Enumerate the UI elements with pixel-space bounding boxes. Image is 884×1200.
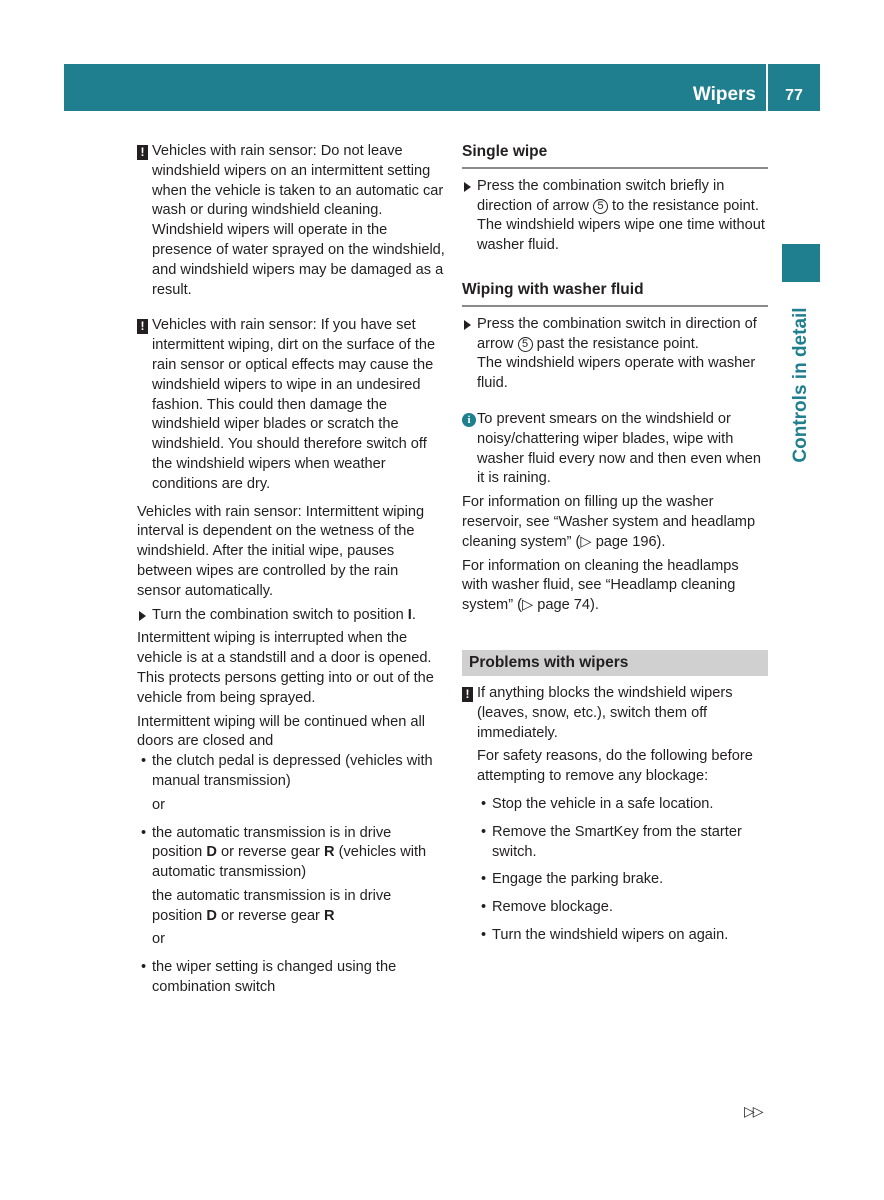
rain-sensor-paragraph: Vehicles with rain sensor: Intermittent wiping interval is dependent on the wetness of the windshield. After the initial wipe, pauses between wipes are controlled by the rain sensor automatically. <box>137 503 425 599</box>
list-subtext: the automatic transmission is in drive position D or reverse gear R <box>152 887 392 924</box>
info-icon: i <box>462 413 476 427</box>
reference-washer-system: For information on filling up the washer reservoir, see “Washer system and headlamp cleaning system” (▷ page 196). <box>462 494 756 550</box>
warning-dry-conditions <box>137 316 445 494</box>
arrow-number-badge: 5 <box>518 337 533 352</box>
warning-blockage <box>462 684 768 743</box>
warning-text: Vehicles with rain sensor: If you have set intermittent wiping, dirt on the surface of the rain sensor or optical effects may cause the windshield wipers to wipe in an undesired fashion. This could then damage the windshield wiper blades or scratch the windshield. You should therefore switch off the windshield wipers when weather conditions are dry. <box>152 317 436 492</box>
step-arrow-icon <box>464 320 471 330</box>
warning-text: If anything blocks the windshield wipers (leaves, snow, etc.), switch them off immediately. <box>477 684 733 741</box>
side-tab-label: Controls in detail <box>790 307 812 463</box>
reference-headlamp-cleaning: For information on cleaning the headlamps with washer fluid, see “Headlamp cleaning system” (▷ page 74). <box>462 557 739 614</box>
step-single-wipe: Press the combination switch briefly in direction of arrow 5 to the resistance point. <box>462 177 768 217</box>
right-column <box>462 142 768 946</box>
list-item: • Turn the windshield wipers on again. <box>481 926 729 943</box>
section-heading-problems: Problems with wipers <box>462 650 768 676</box>
list-item: • the automatic transmission is in drive position D or reverse gear R (vehicles with automatic transmission) <box>141 824 427 881</box>
step-arrow-icon <box>139 611 146 621</box>
side-tab <box>782 292 820 478</box>
step-washer-fluid: Press the combination switch in direction of arrow 5 past the resistance point. <box>462 315 768 355</box>
result-text: The windshield wipers wipe one time without washer fluid. <box>477 217 765 254</box>
warning-icon: ! <box>137 145 148 160</box>
chapter-title: Wipers <box>692 84 756 105</box>
page-number: 77 <box>785 87 803 104</box>
interrupt-paragraph: Intermittent wiping is interrupted when the vehicle is at a standstill and a door is opened. This protects persons getting into or out of the vehicle from being sprayed. <box>137 630 434 706</box>
left-column <box>137 142 445 998</box>
safety-text: For safety reasons, do the following before attempting to remove any blockage: <box>477 748 753 785</box>
list-item: • Remove blockage. <box>481 899 613 916</box>
list-item: • the wiper setting is changed using the combination switch <box>141 959 397 996</box>
info-note: i To prevent smears on the windshield or noisy/chattering wiper blades, wipe with washer fluid every now and then even when it is raining. <box>462 410 768 489</box>
continue-paragraph: Intermittent wiping will be continued when all doors are closed and <box>137 713 425 750</box>
or-text: or <box>152 796 165 813</box>
warning-icon: ! <box>137 319 148 334</box>
list-item: • Engage the parking brake. <box>481 871 664 888</box>
step-position-i: Turn the combination switch to position I. <box>137 606 445 626</box>
warning-icon: ! <box>462 687 473 702</box>
side-tab-marker <box>782 244 820 282</box>
result-text: The windshield wipers operate with washer fluid. <box>477 355 756 392</box>
section-heading-single-wipe: Single wipe <box>462 142 768 169</box>
arrow-number-badge: 5 <box>593 199 608 214</box>
list-item: • Stop the vehicle in a safe location. <box>481 795 714 812</box>
warning-text: Vehicles with rain sensor: Do not leave windshield wipers on an intermittent setting when the vehicle is taken to an automatic car wash or during windshield cleaning. Windshield wipers will operate in the presence of water sprayed on the windshield, and windshield wipers may be damaged as a result. <box>152 143 445 298</box>
list-item: • Remove the SmartKey from the starter switch. <box>481 823 742 860</box>
section-heading-washer-fluid: Wiping with washer fluid <box>462 280 768 307</box>
step-arrow-icon <box>464 182 471 192</box>
or-text: or <box>152 931 165 948</box>
warning-car-wash <box>137 142 445 300</box>
continue-icon: ▷▷ <box>744 1103 762 1119</box>
list-item: • the clutch pedal is depressed (vehicles with manual transmission) <box>141 753 433 789</box>
